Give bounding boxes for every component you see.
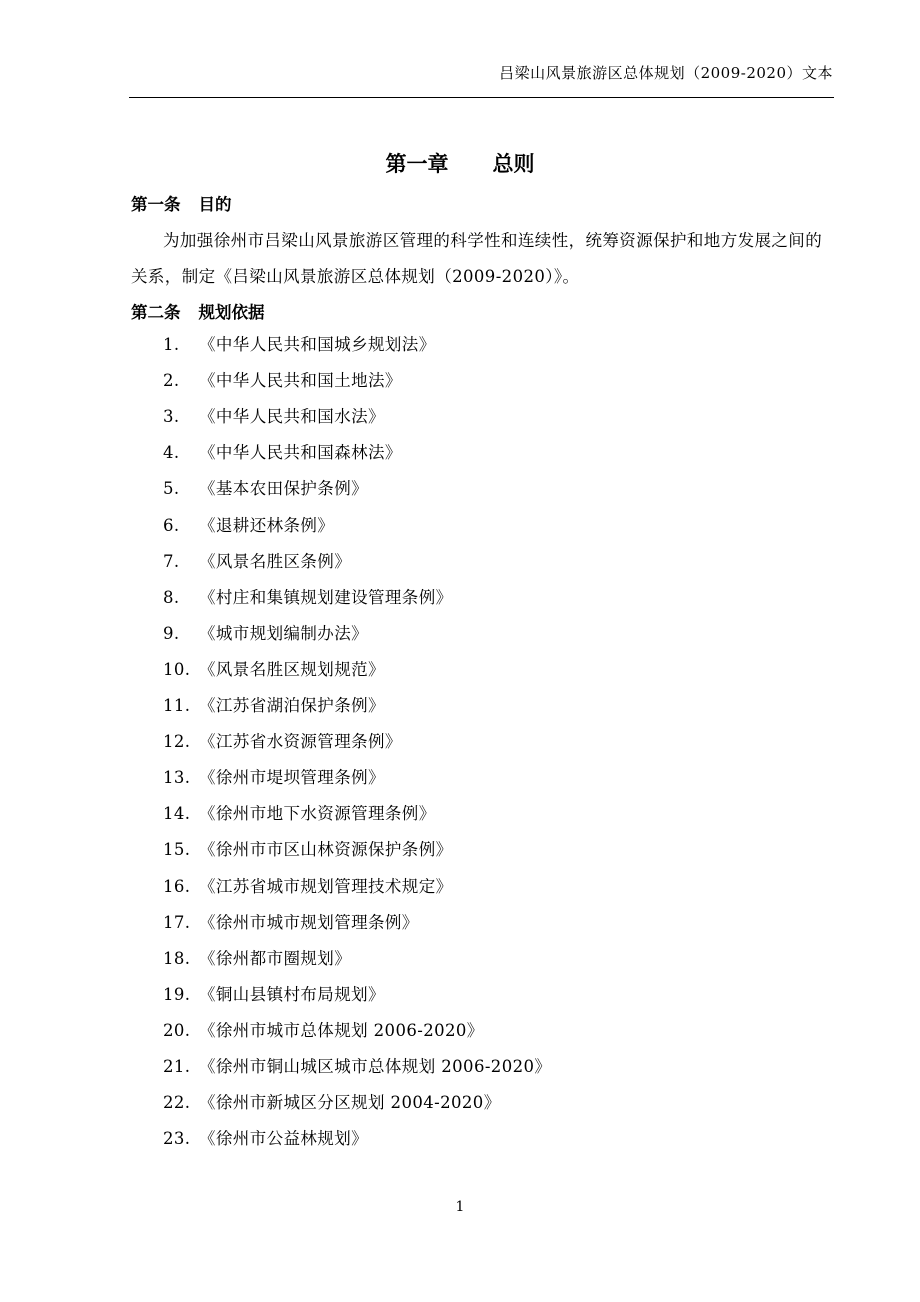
list-item-number: 17. [163,913,191,932]
list-item-number: 18. [163,949,191,968]
list-item [163,586,453,610]
list-item-number: 1. [163,335,180,354]
article-1-text: 为加强徐州市吕梁山风景旅游区管理的科学性和连续性，统筹资源保护和地方发展之间的关系，制定《吕梁山风景旅游区总体规划（2009-2020）》。 [131,231,823,286]
list-item-number: 14. [163,804,191,823]
header-divider [129,97,834,98]
list-item-text: 《江苏省水资源管理条例》 [199,732,402,751]
list-item [163,875,453,899]
list-item-text: 《中华人民共和国森林法》 [199,443,402,462]
list-item [163,405,385,429]
article-1-paragraph [131,223,836,295]
list-item-number: 23. [163,1129,191,1148]
list-item [163,514,334,538]
list-item-text: 《徐州市市区山林资源保护条例》 [199,840,453,859]
list-item-number: 16. [163,877,191,896]
list-item [163,550,351,574]
list-item-number: 12. [163,732,191,751]
list-item-text: 《风景名胜区条例》 [199,552,352,571]
list-item [163,658,385,682]
list-item [163,1019,484,1043]
list-item-number: 2. [163,371,180,390]
list-item-number: 22. [163,1093,191,1112]
list-item [163,766,385,790]
list-item-number: 13. [163,768,191,787]
list-item-text: 《江苏省城市规划管理技术规定》 [199,877,453,896]
list-item [163,1127,368,1151]
list-item [163,1091,501,1115]
chapter-title [0,148,920,178]
list-item-text: 《中华人民共和国城乡规划法》 [199,335,436,354]
list-item-number: 15. [163,840,191,859]
list-item-number: 20. [163,1021,191,1040]
list-item [163,694,385,718]
list-item-text: 《徐州市新城区分区规划 2004-2020》 [199,1093,501,1112]
list-item-text: 《徐州市铜山城区城市总体规划 2006-2020》 [199,1057,552,1076]
list-item-number: 3. [163,407,180,426]
list-item-text: 《中华人民共和国水法》 [199,407,385,426]
list-item-text: 《江苏省湖泊保护条例》 [199,696,385,715]
list-item-number: 19. [163,985,191,1004]
list-item [163,1055,551,1079]
list-item-text: 《风景名胜区规划规范》 [199,660,385,679]
list-item-text: 《村庄和集镇规划建设管理条例》 [199,588,453,607]
list-item-number: 9. [163,624,180,643]
list-item-text: 《中华人民共和国土地法》 [199,371,402,390]
list-item-number: 7. [163,552,180,571]
list-item [163,947,351,971]
list-item [163,730,402,754]
list-item [163,622,368,646]
article-title: 规划依据 [198,303,265,322]
list-item-number: 4. [163,443,180,462]
list-item-number: 11. [163,696,191,715]
article-number: 第二条 [131,303,181,322]
list-item-text: 《徐州都市圈规划》 [199,949,352,968]
article-heading-2 [131,301,265,325]
list-item [163,983,385,1007]
list-item-text: 《基本农田保护条例》 [199,479,368,498]
list-item-text: 《徐州市城市规划管理条例》 [199,913,419,932]
article-heading-1 [131,193,232,217]
list-item-number: 5. [163,479,180,498]
list-item [163,441,402,465]
chapter-name: 总则 [492,152,535,176]
list-item-number: 8. [163,588,180,607]
chapter-number: 第一章 [385,152,449,176]
list-item-text: 《退耕还林条例》 [199,516,335,535]
list-item [163,369,402,393]
list-item-text: 《徐州市公益林规划》 [199,1129,368,1148]
list-item-number: 6. [163,516,180,535]
list-item-text: 《徐州市城市总体规划 2006-2020》 [199,1021,484,1040]
list-item-number: 10. [163,660,191,679]
list-item-text: 《铜山县镇村布局规划》 [199,985,385,1004]
article-title: 目的 [198,195,232,214]
list-item-number: 21. [163,1057,191,1076]
article-number: 第一条 [131,195,181,214]
list-item [163,477,368,501]
list-item [163,802,436,826]
list-item [163,838,453,862]
list-item-text: 《徐州市地下水资源管理条例》 [199,804,436,823]
list-item-text: 《城市规划编制办法》 [199,624,368,643]
page-number: 1 [455,1199,465,1215]
list-item-text: 《徐州市堤坝管理条例》 [199,768,385,787]
running-header: 吕梁山风景旅游区总体规划（2009-2020）文本 [499,64,833,82]
list-item [163,911,419,935]
list-item [163,333,436,357]
